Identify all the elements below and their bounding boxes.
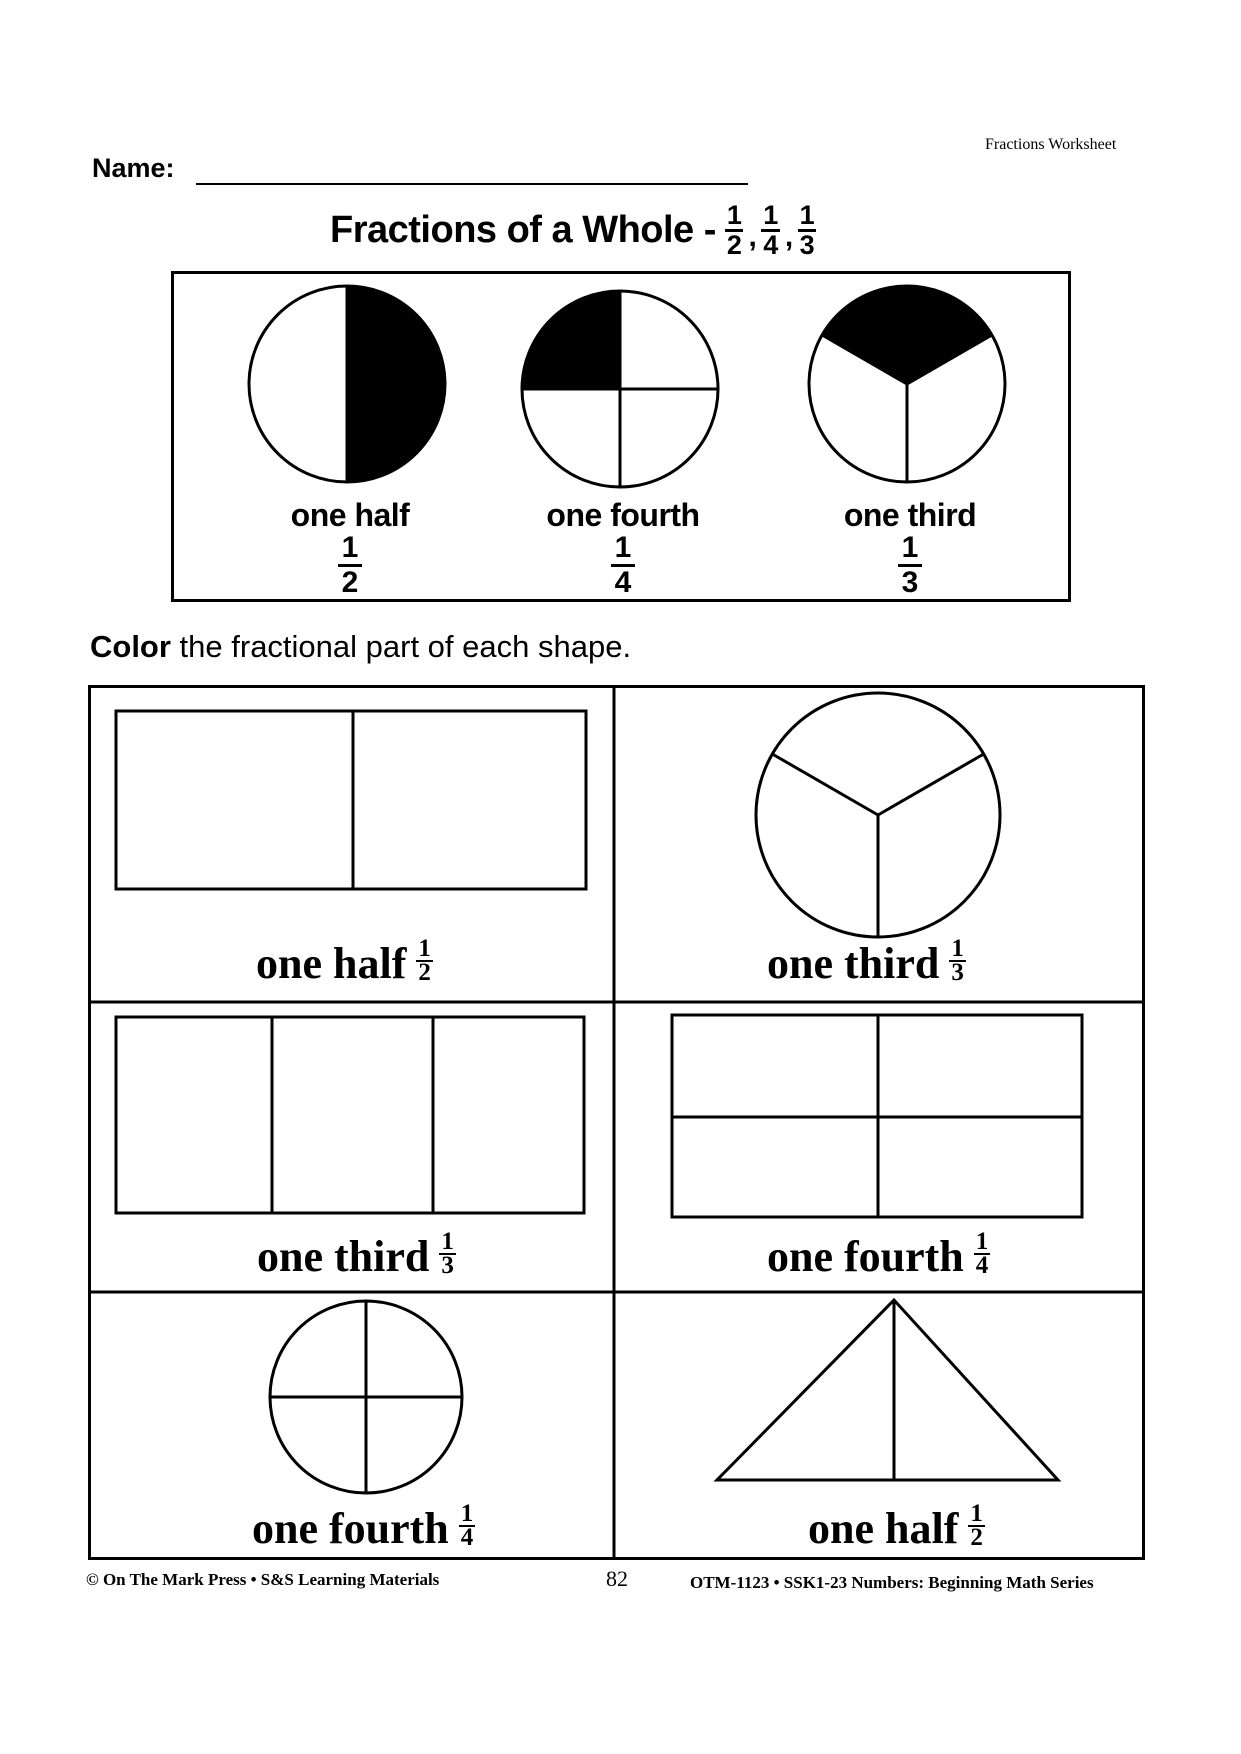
example-fraction-fourth	[503, 532, 743, 599]
title-fraction-third	[798, 202, 817, 259]
worksheet-type-label: Fractions Worksheet	[985, 136, 1117, 153]
exercise-label	[767, 1228, 990, 1281]
title-separator: ,	[784, 219, 793, 253]
page-title	[330, 202, 817, 259]
fraction-num: 1	[338, 532, 363, 567]
example-label-half: one half	[290, 497, 410, 533]
fraction-den: 3	[951, 959, 964, 986]
shape-rectangle-fourths[interactable]	[672, 1015, 1082, 1217]
instruction-text	[90, 629, 631, 665]
fraction-den: 4	[614, 566, 632, 599]
shape-rectangle-thirds[interactable]	[116, 1017, 584, 1213]
fraction-den: 2	[970, 1524, 983, 1551]
exercise-label	[808, 1500, 985, 1553]
title-fraction-num: 1	[799, 200, 815, 230]
fraction-den: 4	[975, 1252, 989, 1279]
exercise-fraction	[974, 1228, 991, 1279]
example-label-third: one third	[843, 497, 977, 533]
fraction-den: 3	[441, 1252, 454, 1279]
shape-circle-thirds[interactable]	[756, 693, 1000, 937]
exercise-label-text: one third	[257, 1232, 430, 1281]
example-label-fourth: one fourth	[546, 497, 700, 533]
instruction-bold: Color	[90, 629, 171, 664]
instruction-rest: the fractional part of each shape.	[170, 629, 632, 664]
fraction-num: 1	[951, 935, 964, 962]
exercise-drawing	[88, 685, 1145, 1560]
exercise-fraction	[416, 935, 433, 986]
exercise-fraction	[459, 1500, 476, 1551]
page-number: 82	[606, 1566, 628, 1591]
footer-series: OTM-1123 • SSK1-23 Numbers: Beginning Math Series	[690, 1573, 1094, 1592]
fraction-num: 1	[418, 935, 431, 962]
fraction-num: 1	[975, 1228, 989, 1255]
exercise-fraction	[968, 1500, 985, 1551]
exercise-label	[767, 935, 966, 988]
title-fraction-den: 2	[726, 230, 742, 260]
example-third-circle	[809, 286, 1005, 482]
exercise-label-text: one half	[256, 939, 407, 988]
title-fraction-num: 1	[726, 200, 742, 230]
exercise-label	[252, 1500, 475, 1553]
exercise-label-text: one half	[808, 1504, 959, 1553]
examples-panel	[171, 271, 1071, 602]
fraction-den: 4	[460, 1524, 474, 1551]
footer-copyright: © On The Mark Press • S&S Learning Materials	[86, 1570, 440, 1589]
title-fraction-fourth	[761, 202, 780, 259]
exercise-fraction	[949, 935, 966, 986]
example-half-circle	[249, 286, 445, 482]
exercise-label-text: one fourth	[767, 1232, 964, 1281]
fraction-den: 2	[418, 959, 431, 986]
example-fraction-third	[790, 532, 1030, 599]
fraction-den: 3	[901, 566, 919, 599]
title-fraction-den: 4	[763, 230, 778, 260]
exercise-label	[257, 1228, 456, 1281]
shape-triangle-halves[interactable]	[717, 1300, 1058, 1480]
exercise-label	[256, 935, 433, 988]
title-text: Fractions of a Whole -	[330, 209, 716, 251]
shape-rectangle-halves[interactable]	[116, 711, 586, 889]
fraction-num: 1	[898, 532, 923, 567]
example-fraction-half	[230, 532, 470, 599]
exercise-grid	[88, 685, 1145, 1560]
example-fourth-circle	[522, 291, 718, 487]
fraction-num: 1	[441, 1228, 454, 1255]
fraction-num: 1	[611, 532, 636, 567]
exercise-fraction	[439, 1228, 456, 1279]
name-label: Name:	[92, 153, 175, 183]
exercise-label-text: one third	[767, 939, 940, 988]
title-fraction-half	[725, 202, 744, 259]
name-input-line[interactable]	[196, 183, 748, 185]
exercise-label-text: one fourth	[252, 1504, 449, 1553]
title-separator: ,	[748, 219, 757, 253]
shape-circle-fourths[interactable]	[270, 1301, 462, 1493]
fraction-num: 1	[970, 1500, 983, 1527]
title-fraction-num: 1	[763, 200, 778, 230]
fraction-den: 2	[341, 566, 359, 599]
fraction-num: 1	[460, 1500, 474, 1527]
title-fraction-den: 3	[799, 230, 815, 260]
